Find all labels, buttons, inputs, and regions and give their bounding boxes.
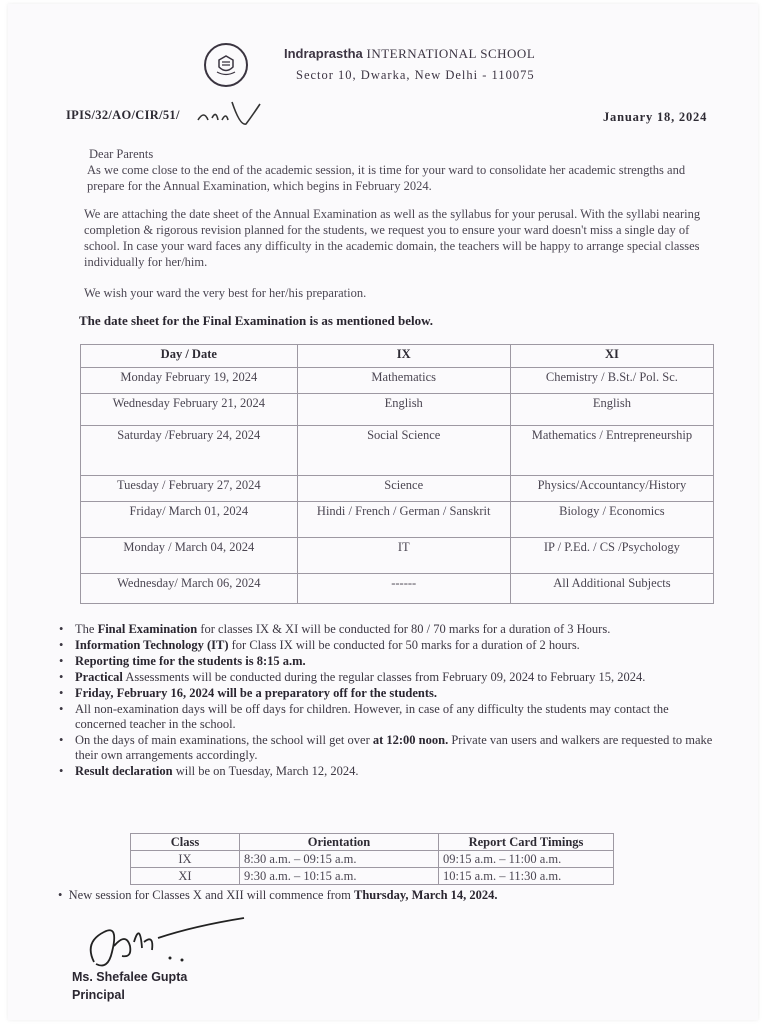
list-item: • On the days of main examinations, the school will get over at 12:00 noon. Private van users and walkers are requested to make their own arrangements accordingly. — [59, 733, 713, 762]
cell-ix: English — [297, 394, 510, 426]
cell-orientation: 8:30 a.m. – 09:15 a.m. — [240, 851, 439, 868]
list-item: • The Final Examination for classes IX & XI will be conducted for 80 / 70 marks for a duration of 3 Hours. — [59, 622, 611, 636]
datesheet-table — [80, 344, 714, 604]
table-row — [81, 538, 714, 574]
cell-day: Monday February 19, 2024 — [81, 368, 298, 394]
table-row — [81, 476, 714, 502]
cell-xi: IP / P.Ed. / CS /Psychology — [510, 538, 713, 574]
list-item: • All non-examination days will be off days for children. However, in case of any difficulty the students may contact the concerned teacher in the school. — [59, 702, 669, 731]
school-address: Sector 10, Dwarka, New Delhi - 110075 — [296, 68, 535, 82]
cell-day: Tuesday / February 27, 2024 — [81, 476, 298, 502]
column-header-ix: IX — [297, 345, 510, 368]
cell-report-timing: 09:15 a.m. – 11:00 a.m. — [439, 851, 614, 868]
table-row — [131, 868, 614, 885]
list-item: • Reporting time for the students is 8:15 a.m. — [59, 654, 306, 668]
school-name: Indraprastha INTERNATIONAL SCHOOL — [284, 46, 536, 61]
cell-ix: IT — [297, 538, 510, 574]
school-logo — [204, 43, 248, 87]
column-header-xi: XI — [510, 345, 713, 368]
column-header-report-card: Report Card Timings — [439, 834, 614, 851]
result-schedule-table — [130, 833, 614, 885]
principal-title: Principal — [72, 988, 125, 1002]
cell-day: Saturday /February 24, 2024 — [81, 426, 298, 476]
principal-name: Ms. Shefalee Gupta — [72, 970, 188, 984]
cell-ix: Science — [297, 476, 510, 502]
list-item: • Information Technology (IT) for Class IX will be conducted for 50 marks for a duration of 2 hours. — [59, 638, 580, 652]
letter-date: January 18, 2024 — [603, 110, 708, 124]
table-header-row — [131, 834, 614, 851]
column-header-orientation: Orientation — [240, 834, 439, 851]
cell-xi: Mathematics / Entrepreneurship — [510, 426, 713, 476]
cell-ix: Hindi / French / German / Sanskrit — [297, 502, 510, 538]
table-header-row — [81, 345, 714, 368]
cell-class: XI — [131, 868, 240, 885]
cell-ix: ------ — [297, 574, 510, 604]
cell-day: Wednesday February 21, 2024 — [81, 394, 298, 426]
cell-xi: Physics/Accountancy/History — [510, 476, 713, 502]
paragraph-2: We are attaching the date sheet of the Annual Examination as well as the syllabus for your perusal. With the syllabi nearing completion & rigorous revision planned for the students, we request you to ensure your ward doesn't miss a single day of school. In case your ward faces any difficulty in the academic domain, the teachers will be happy to arrange special classes individually for her/him. — [84, 207, 701, 269]
cell-xi: Chemistry / B.St./ Pol. Sc. — [510, 368, 713, 394]
list-item: • Practical Assessments will be conducted during the regular classes from February 09, 2024 to February 15, 2024. — [59, 670, 646, 684]
table-row — [81, 368, 714, 394]
list-item: • Friday, February 16, 2024 will be a preparatory off for the students. — [59, 686, 438, 700]
salutation: Dear Parents — [89, 147, 154, 161]
cell-ix: Mathematics — [297, 368, 510, 394]
table-row — [131, 851, 614, 868]
datesheet-heading: The date sheet for the Final Examination is as mentioned below. — [79, 313, 434, 328]
paragraph-1: As we come close to the end of the academic session, it is time for your ward to consolidate her academic strengths and prepare for the Annual Examination, which begins in February 2024. — [87, 163, 686, 193]
new-session-note: • New session for Classes X and XII will commence from Thursday, March 14, 2024. — [58, 888, 498, 902]
cell-day: Wednesday/ March 06, 2024 — [81, 574, 298, 604]
cell-report-timing: 10:15 a.m. – 11:30 a.m. — [439, 868, 614, 885]
cell-ix: Social Science — [297, 426, 510, 476]
cell-xi: English — [510, 394, 713, 426]
crest-icon — [211, 50, 241, 80]
table-row — [81, 502, 714, 538]
column-header-day: Day / Date — [81, 345, 298, 368]
handwritten-reference-mark — [196, 96, 276, 130]
list-item: • Result declaration will be on Tuesday, March 12, 2024. — [59, 764, 359, 778]
cell-orientation: 9:30 a.m. – 10:15 a.m. — [240, 868, 439, 885]
table-row — [81, 574, 714, 604]
column-header-class: Class — [131, 834, 240, 851]
cell-xi: All Additional Subjects — [510, 574, 713, 604]
paragraph-3: We wish your ward the very best for her/his preparation. — [84, 286, 367, 300]
circular-reference: IPIS/32/AO/CIR/51/ — [66, 108, 180, 122]
cell-day: Monday / March 04, 2024 — [81, 538, 298, 574]
cell-class: IX — [131, 851, 240, 868]
table-row — [81, 394, 714, 426]
cell-xi: Biology / Economics — [510, 502, 713, 538]
exam-notes-list — [58, 622, 718, 780]
table-row — [81, 426, 714, 476]
cell-day: Friday/ March 01, 2024 — [81, 502, 298, 538]
